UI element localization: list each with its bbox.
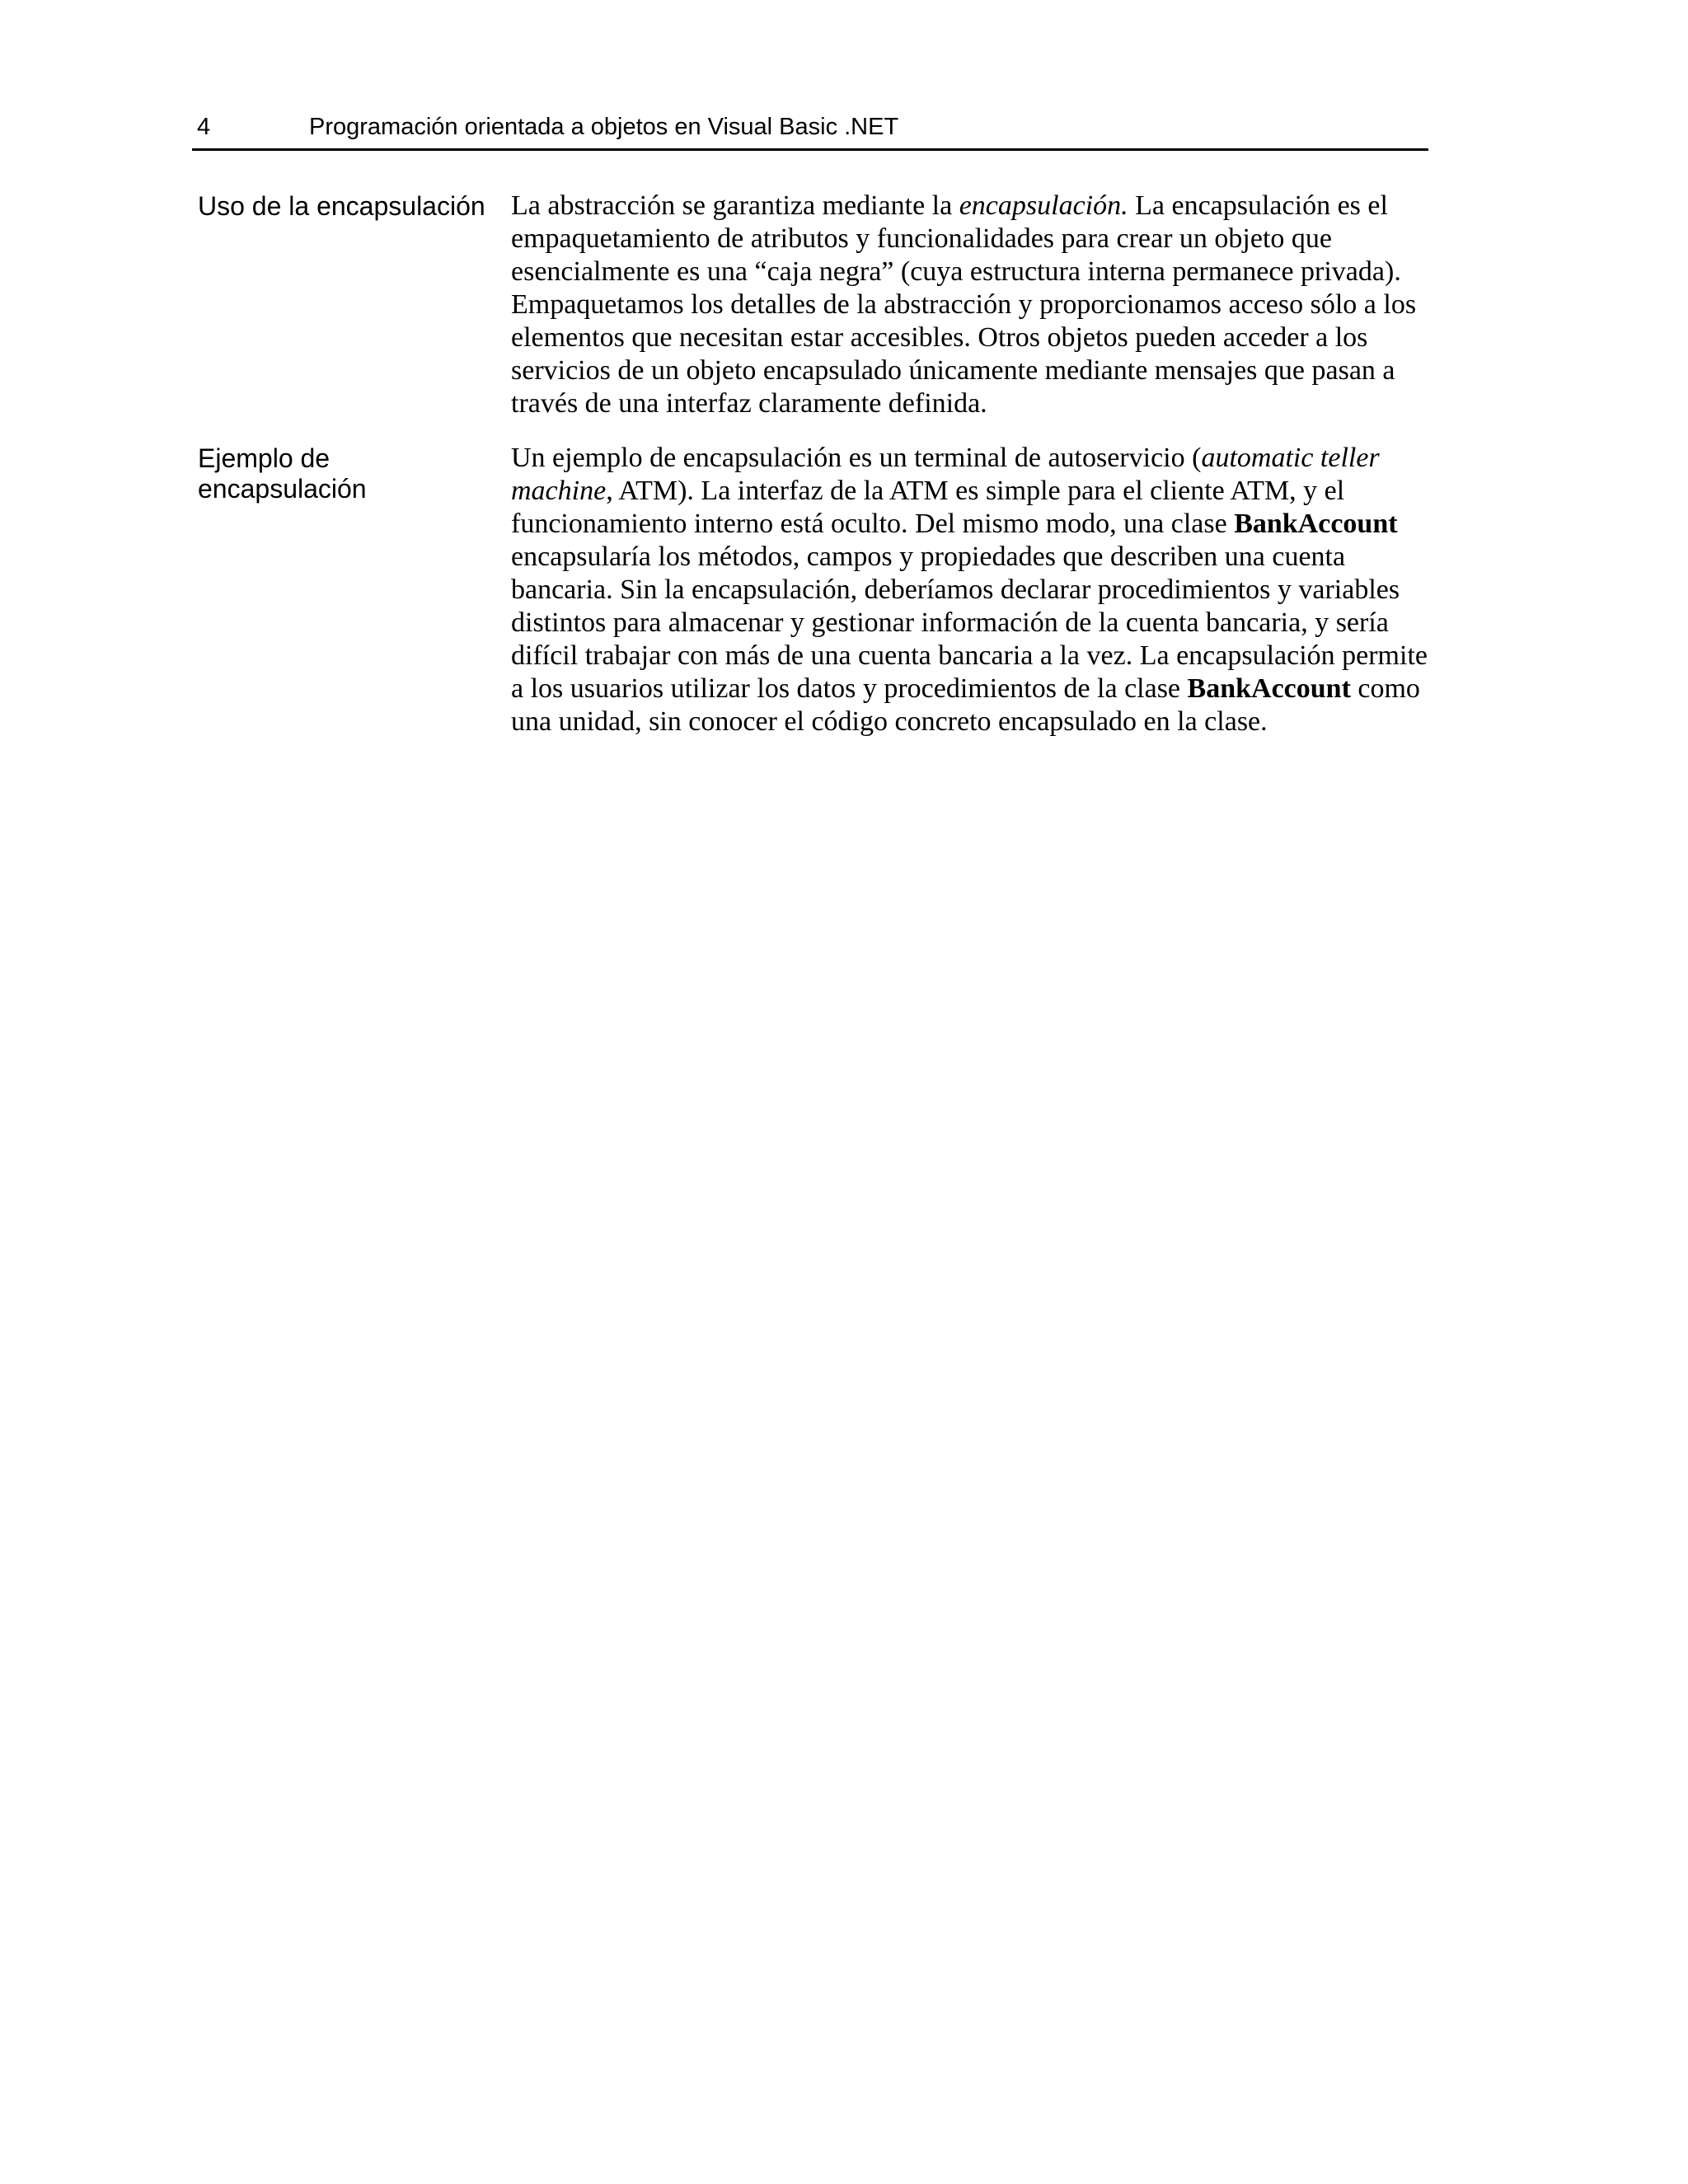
section-label: Uso de la encapsulación — [198, 191, 485, 221]
text-run: como una unidad, sin conocer el código concreto encapsulado en la clase. — [511, 673, 1420, 737]
text-run: , ATM). La interfaz de la ATM es simple para el cliente ATM, y el funcionamiento interno está oculto. Del mismo modo, una clase — [511, 476, 1345, 539]
text-run: BankAccount — [1234, 509, 1398, 539]
section-paragraph — [511, 442, 1438, 738]
text-run: automatic teller machine — [511, 443, 1380, 506]
page-number: 4 — [197, 114, 211, 140]
running-title: Programación orientada a objetos en Visual Basic .NET — [309, 114, 899, 140]
text-run: encapsulación. — [959, 190, 1128, 221]
text-run: La encapsulación es el empaquetamiento de atributos y funcionalidades para crear un objeto que esencialmente es una “caja negra” (cuya estructura interna permanece privada). Empaquetamos los detalles de la abstracción y proporcionamos acceso sólo a los elementos que necesitan estar accesibles. Otros objetos pueden acceder a los servicios de un objeto encapsulado únicamente mediante mensajes que pasan a través de una interfaz claramente definida. — [511, 190, 1417, 419]
page-header — [192, 112, 1428, 151]
text-run: BankAccount — [1187, 673, 1351, 704]
text-run: La abstracción se garantiza mediante la — [511, 190, 959, 221]
text-run: encapsularía los métodos, campos y propiedades que describen una cuenta bancaria. Sin la encapsulación, deberíamos declarar procedimientos y variables distintos para almacenar y gestionar información de la cuenta bancaria, y sería difícil trabajar con más de una cuenta bancaria a la vez. La encapsulación permite a los usuarios utilizar los datos y procedimientos de la clase — [511, 541, 1428, 704]
section-label: Ejemplo de encapsulación — [198, 443, 367, 504]
text-run: Un ejemplo de encapsulación es un terminal de autoservicio ( — [511, 443, 1202, 473]
section-paragraph — [511, 190, 1438, 420]
